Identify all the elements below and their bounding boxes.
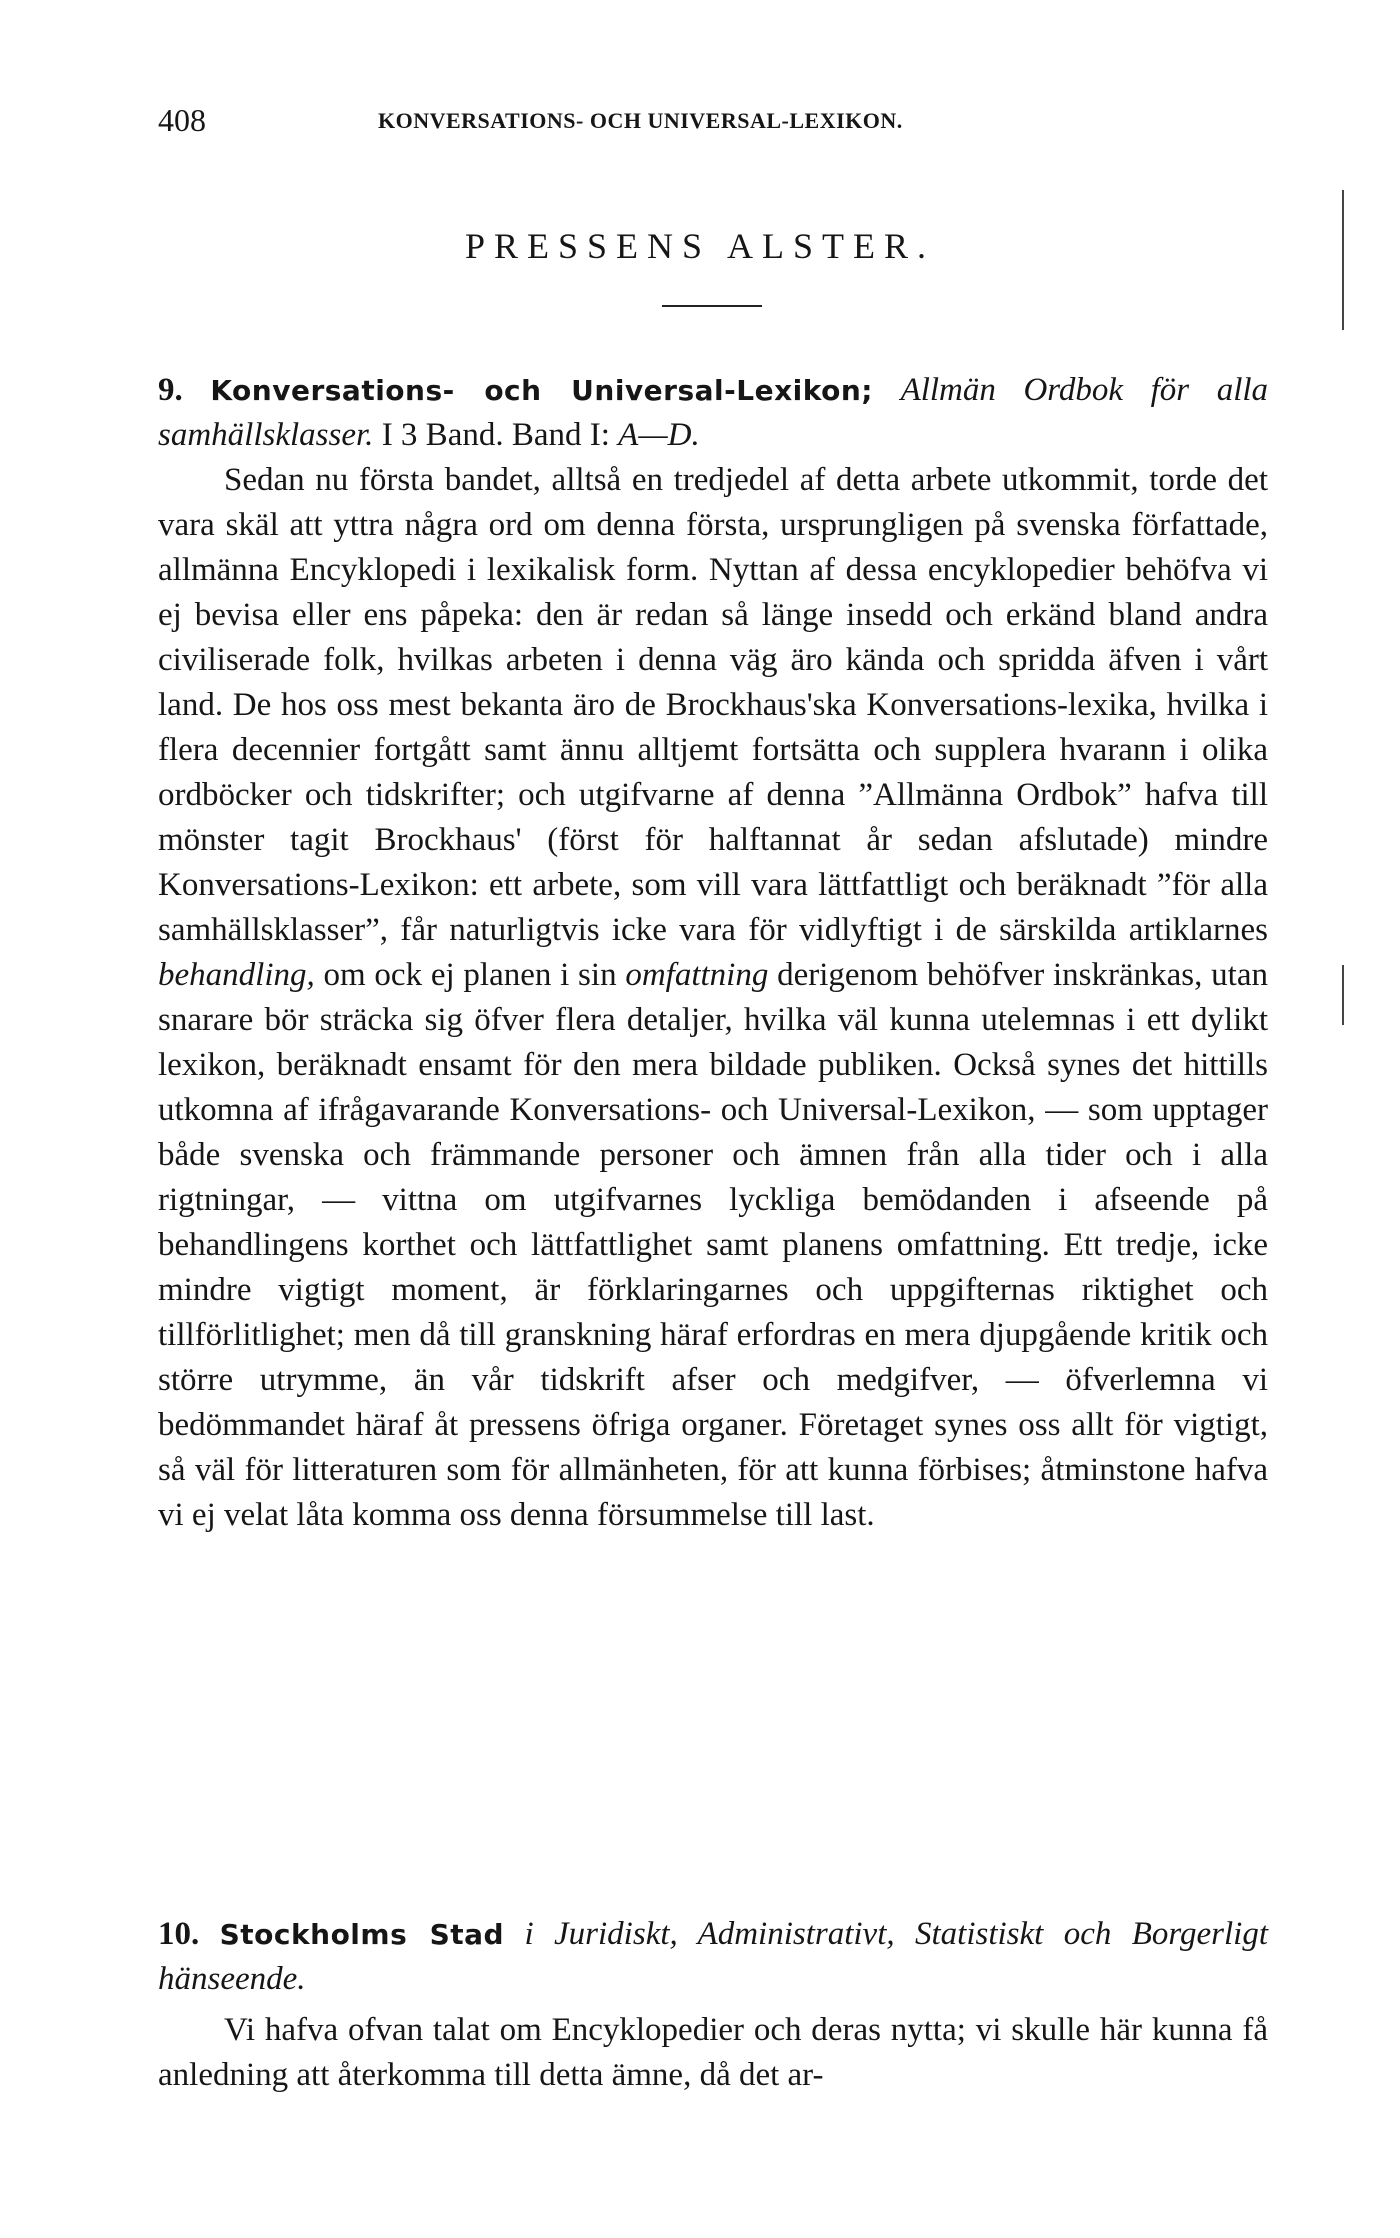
page-number: 408 — [158, 102, 206, 138]
entry-10 — [158, 1912, 1268, 2098]
entry-title: Konversations- och Universal-Lexikon; — [210, 374, 873, 407]
page-header — [158, 102, 1268, 142]
entry-volumes: I 3 Band. Band I: — [381, 417, 619, 453]
entry-heading — [158, 1912, 1268, 2002]
entry-volume-range: A—D. — [618, 417, 700, 453]
title-divider — [662, 305, 762, 307]
entry-title: Stockholms Stad — [219, 1918, 505, 1951]
entry-subtitle: i Juridiskt, Administrativt, Statistiskt och Borgerligt hänseende. — [158, 1916, 1268, 1997]
entry-subtitle: Allmän Ordbok för alla samhällsklasser. — [158, 372, 1269, 453]
section-title: PRESSENS ALSTER. — [464, 226, 936, 266]
body-text: om ock ej planen i sin — [314, 957, 626, 993]
entry-number: 9. — [158, 372, 183, 408]
entry-body: Vi hafva ofvan talat om Encyklopedier och deras nytta; vi skulle här kunna få anledning att återkomma till detta ämne, då det ar- — [158, 2012, 1268, 2093]
body-emphasis: behandling, — [158, 957, 315, 993]
body-emphasis: omfattning — [625, 957, 769, 993]
entry-heading — [158, 368, 1268, 458]
entry-body — [158, 458, 1268, 1538]
entry-9 — [158, 368, 1268, 1538]
margin-line — [1342, 965, 1344, 1025]
entry-number: 10. — [158, 1916, 200, 1952]
body-text: derigenom behöfver inskränkas, utan snarare bör sträcka sig öfver flera detaljer, hvilka väl kunna utelemnas i ett dylikt lexikon, beräknadt ensamt för den mera bildade publiken. Också synes det hittills utkomna af ifrågavarande Konversations- och Universal-Lexikon, — som upptager både svenska och främmande personer och ämnen från alla tider och i alla rigtningar, — vittna om utgifvarnes lyckliga bemödanden i afseende på behandlingens korthet och lättfattlighet samt planens omfattning. Ett tredje, icke mindre vigtigt moment, är förklaringarnes och uppgifternas riktighet och tillförlitlighet; men då till granskning häraf erfordras en mera djupgående kritik och större utrymme, än vår tidskrift afser och medgifver, — öfverlemna vi bedömmandet häraf åt pressens öfriga organer. Företaget synes oss allt för vigtigt, så väl för litteraturen som för allmänheten, för att kunna förbises; åtminstone hafva vi ej velat låta komma oss denna försummelse till last. — [158, 957, 1268, 1533]
body-text: Sedan nu första bandet, alltså en tredjedel af detta arbete utkommit, torde det vara skäl att yttra några ord om denna första, ursprungligen på svenska författade, allmänna Encyklopedi i lexikalisk form. Nyttan af dessa encyklopedier behöfva vi ej bevisa eller ens påpeka: den är redan så länge insedd och erkänd bland andra civiliserade folk, hvilkas arbeten i denna väg äro kända och spridda äfven i vårt land. De hos oss mest bekanta äro de Brockhaus'ska Konversations-lexika, hvilka i flera decennier fortgått samt ännu alltjemt fortsätta och supplera hvarann i olika ordböcker och tidskrifter; och utgifvarne af denna ”Allmänna Ordbok” hafva till mönster tagit Brockhaus' (först för halftannat år sedan afslutade) mindre Konversations-Lexikon: ett arbete, som vill vara lättfattligt och beräknadt ”för alla samhällsklasser”, får naturligtvis icke vara för vidlyftigt i de särskilda artiklarnes — [158, 462, 1268, 948]
running-title: KONVERSATIONS- OCH UNIVERSAL-LEXIKON. — [378, 108, 903, 133]
margin-line — [1342, 190, 1344, 330]
